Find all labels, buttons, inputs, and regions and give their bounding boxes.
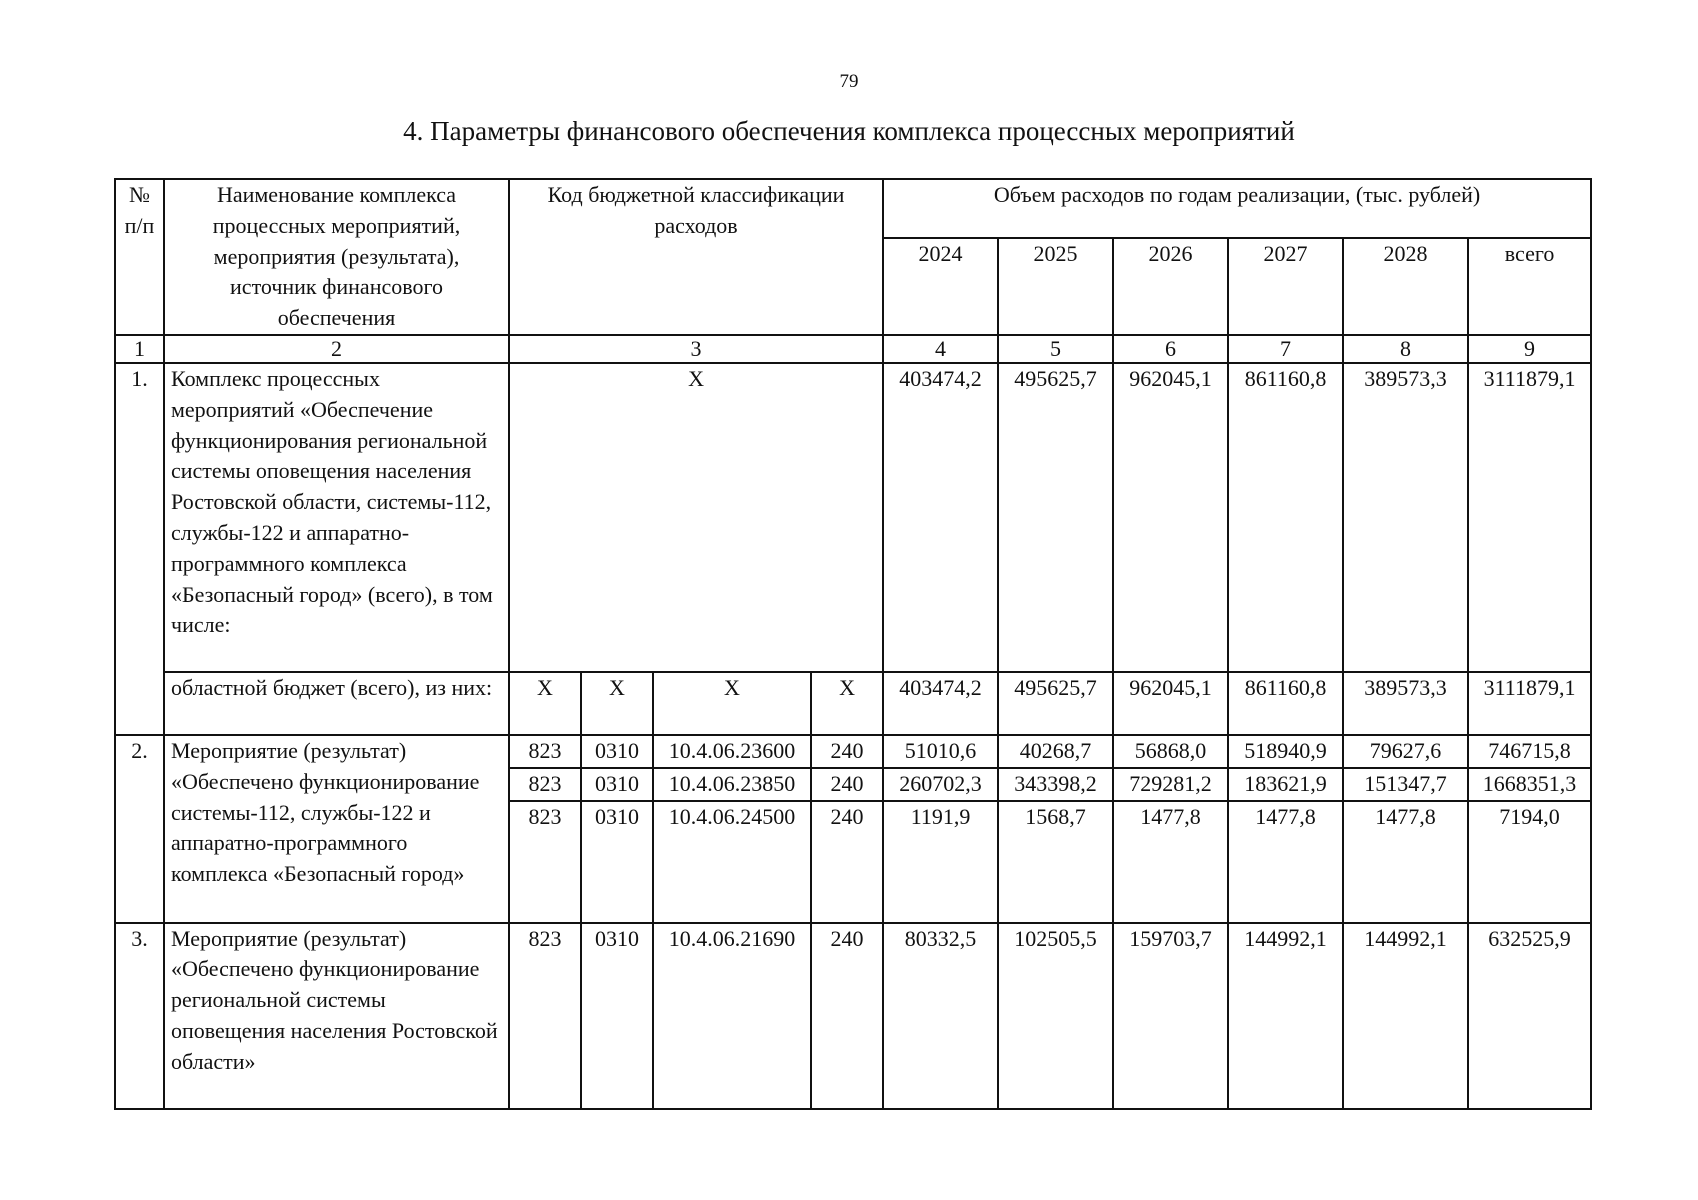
value-cell: 56868,0 [1113, 735, 1228, 768]
value-cell: 40268,7 [998, 735, 1113, 768]
document-title: 4. Параметры финансового обеспечения комплекса процессных мероприятий [403, 116, 1295, 146]
budget-code: 10.4.06.21690 [653, 923, 811, 1109]
value-cell: 144992,1 [1228, 923, 1343, 1109]
budget-code: X [509, 672, 581, 735]
budget-code: 0310 [581, 768, 653, 801]
column-number: 5 [998, 335, 1113, 363]
row-name: Комплекс процессных мероприятий «Обеспечение функционирования региональной системы оповещения населения Ростовской области, системы-112, службы-122 и аппаратно-программного комплекса «Безопасный город» (всего), в том числе: [164, 363, 509, 672]
budget-code: 823 [509, 801, 581, 923]
value-cell-total: 3111879,1 [1468, 672, 1591, 735]
budget-code: 823 [509, 768, 581, 801]
value-cell: 260702,3 [883, 768, 998, 801]
value-cell: 403474,2 [883, 672, 998, 735]
table-row [115, 672, 1591, 735]
column-number: 4 [883, 335, 998, 363]
value-cell-total: 7194,0 [1468, 801, 1591, 923]
header-expense-volume: Объем расходов по годам реализации, (тыс. рублей) [883, 179, 1591, 238]
column-number: 1 [115, 335, 164, 363]
budget-code: 240 [811, 768, 883, 801]
header-year: 2028 [1343, 238, 1468, 335]
budget-code: 10.4.06.23600 [653, 735, 811, 768]
budget-code: X [581, 672, 653, 735]
header-name: Наименование комплекса процессных мероприятий, мероприятия (результата), источник финансового обеспечения [164, 179, 509, 335]
budget-code: 823 [509, 923, 581, 1109]
column-number: 7 [1228, 335, 1343, 363]
budget-code: 10.4.06.23850 [653, 768, 811, 801]
value-cell: 729281,2 [1113, 768, 1228, 801]
column-number: 9 [1468, 335, 1591, 363]
value-cell-total: 3111879,1 [1468, 363, 1591, 672]
header-budget-code: Код бюджетной классификации расходов [509, 179, 883, 335]
header-number: № п/п [115, 179, 164, 335]
budget-code: 10.4.06.24500 [653, 801, 811, 923]
value-cell: 962045,1 [1113, 672, 1228, 735]
value-cell: 80332,5 [883, 923, 998, 1109]
value-cell: 51010,6 [883, 735, 998, 768]
table-row [115, 363, 1591, 672]
budget-code: 0310 [581, 735, 653, 768]
row-number: 2. [115, 735, 164, 923]
value-cell: 144992,1 [1343, 923, 1468, 1109]
row-name: Мероприятие (результат) «Обеспечено функционирование региональной системы оповещения населения Ростовской области» [164, 923, 509, 1109]
value-cell: 389573,3 [1343, 363, 1468, 672]
column-numbers-row [115, 335, 1591, 363]
value-cell-total: 746715,8 [1468, 735, 1591, 768]
value-cell: 962045,1 [1113, 363, 1228, 672]
value-cell: 1477,8 [1343, 801, 1468, 923]
value-cell: 79627,6 [1343, 735, 1468, 768]
value-cell: 389573,3 [1343, 672, 1468, 735]
value-cell: 1477,8 [1113, 801, 1228, 923]
row-name: Мероприятие (результат) «Обеспечено функционирование системы-112, службы-122 и аппаратно-программного комплекса «Безопасный город» [164, 735, 509, 923]
budget-code: 240 [811, 801, 883, 923]
value-cell: 861160,8 [1228, 363, 1343, 672]
value-cell: 343398,2 [998, 768, 1113, 801]
value-cell-total: 1668351,3 [1468, 768, 1591, 801]
value-cell: 1191,9 [883, 801, 998, 923]
value-cell: 1568,7 [998, 801, 1113, 923]
value-cell: 102505,5 [998, 923, 1113, 1109]
budget-code: 0310 [581, 923, 653, 1109]
financing-table [114, 178, 1592, 1110]
column-number: 8 [1343, 335, 1468, 363]
budget-code: X [653, 672, 811, 735]
header-year: 2025 [998, 238, 1113, 335]
value-cell: 495625,7 [998, 363, 1113, 672]
value-cell-total: 632525,9 [1468, 923, 1591, 1109]
header-year-total: всего [1468, 238, 1591, 335]
header-year: 2024 [883, 238, 998, 335]
budget-code: 0310 [581, 801, 653, 923]
value-cell: 495625,7 [998, 672, 1113, 735]
column-number: 6 [1113, 335, 1228, 363]
row-name: областной бюджет (всего), из них: [164, 672, 509, 735]
row-number: 3. [115, 923, 164, 1109]
budget-code: 240 [811, 923, 883, 1109]
row-number: 1. [115, 363, 164, 735]
budget-code: X [811, 672, 883, 735]
value-cell: 159703,7 [1113, 923, 1228, 1109]
column-number: 2 [164, 335, 509, 363]
table-row [115, 923, 1591, 1109]
value-cell: 151347,7 [1343, 768, 1468, 801]
page-number: 79 [839, 71, 859, 92]
value-cell: 518940,9 [1228, 735, 1343, 768]
header-year: 2026 [1113, 238, 1228, 335]
column-number: 3 [509, 335, 883, 363]
budget-code: X [509, 363, 883, 672]
value-cell: 1477,8 [1228, 801, 1343, 923]
budget-code: 240 [811, 735, 883, 768]
budget-code: 823 [509, 735, 581, 768]
value-cell: 183621,9 [1228, 768, 1343, 801]
value-cell: 861160,8 [1228, 672, 1343, 735]
header-year: 2027 [1228, 238, 1343, 335]
value-cell: 403474,2 [883, 363, 998, 672]
header-row [115, 179, 1591, 238]
table-row [115, 735, 1591, 768]
